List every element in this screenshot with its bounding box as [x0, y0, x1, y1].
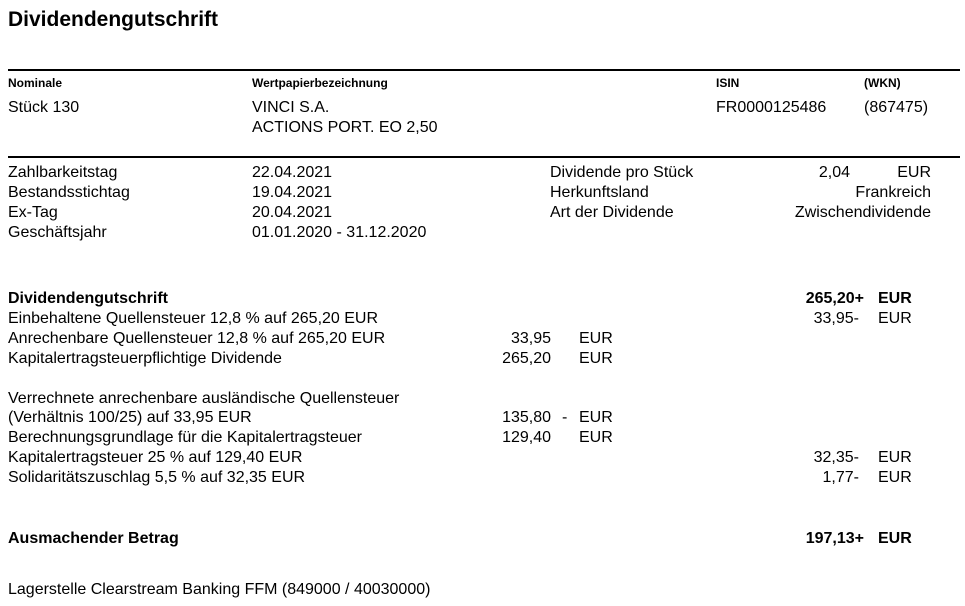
- soli-amount: 1,77-: [822, 469, 859, 486]
- ausmachend-currency: EUR: [878, 530, 912, 547]
- anrechenbar-label: Anrechenbare Quellensteuer 12,8 % auf 265,20 EUR: [8, 330, 386, 347]
- middle-rule: [8, 156, 960, 158]
- gutschrift-label: Dividendengutschrift: [8, 290, 169, 307]
- grundlage-currency: EUR: [579, 429, 613, 446]
- isin-label: ISIN: [716, 76, 740, 90]
- verrechnet-sign: -: [562, 409, 568, 426]
- kest-amount: 32,35-: [813, 449, 859, 466]
- einbehalten-currency: EUR: [878, 310, 912, 327]
- date-label-zahlbarkeitstag: Zahlbarkeitstag: [8, 164, 118, 181]
- einbehalten-amount: 33,95-: [813, 310, 859, 327]
- dividende-pro-stueck-currency: EUR: [897, 164, 931, 181]
- verrechnet-label-line1: Verrechnete anrechenbare ausländische Quellensteuer: [8, 390, 400, 407]
- top-rule: [8, 69, 960, 71]
- date-label-geschaeftsjahr: Geschäftsjahr: [8, 224, 107, 241]
- soli-currency: EUR: [878, 469, 912, 486]
- kest-pflichtig-label: Kapitalertragsteuerpflichtige Dividende: [8, 350, 282, 367]
- herkunftsland-label: Herkunftsland: [550, 184, 649, 201]
- kest-pflichtig-amount: 265,20: [502, 350, 551, 367]
- anrechenbar-currency: EUR: [579, 330, 613, 347]
- kest-pflichtig-currency: EUR: [579, 350, 613, 367]
- page-title: Dividendengutschrift: [8, 8, 219, 31]
- verrechnet-amount: 135,80: [502, 409, 551, 426]
- nominale-label: Nominale: [8, 76, 63, 90]
- nominale-value: Stück 130: [8, 99, 80, 116]
- grundlage-label: Berechnungsgrundlage für die Kapitalertragsteuer: [8, 429, 363, 446]
- dividende-pro-stueck-value: 2,04: [818, 164, 850, 181]
- date-value-bestandsstichtag: 19.04.2021: [252, 184, 333, 201]
- wertpapier-line2: ACTIONS PORT. EO 2,50: [252, 119, 438, 136]
- wkn-label: (WKN): [864, 76, 901, 90]
- verrechnet-currency: EUR: [579, 409, 613, 426]
- ausmachend-amount: 197,13+: [805, 530, 864, 547]
- date-value-zahlbarkeitstag: 22.04.2021: [252, 164, 333, 181]
- art-der-dividende-value: Zwischendividende: [794, 204, 931, 221]
- ausmachend-label: Ausmachender Betrag: [8, 530, 179, 547]
- date-label-ex-tag: Ex-Tag: [8, 204, 58, 221]
- gutschrift-currency: EUR: [878, 290, 912, 307]
- wkn-value: (867475): [864, 99, 929, 116]
- wertpapier-label: Wertpapierbezeichnung: [252, 76, 388, 90]
- herkunftsland-value: Frankreich: [855, 184, 931, 201]
- kest-label: Kapitalertragsteuer 25 % auf 129,40 EUR: [8, 449, 303, 466]
- date-value-geschaeftsjahr: 01.01.2020 - 31.12.2020: [252, 224, 427, 241]
- kest-currency: EUR: [878, 449, 912, 466]
- dividende-pro-stueck-label: Dividende pro Stück: [550, 164, 694, 181]
- date-label-bestandsstichtag: Bestandsstichtag: [8, 184, 130, 201]
- anrechenbar-amount: 33,95: [510, 330, 551, 347]
- wertpapier-line1: VINCI S.A.: [252, 99, 330, 116]
- art-der-dividende-label: Art der Dividende: [550, 204, 674, 221]
- gutschrift-amount: 265,20+: [805, 290, 864, 307]
- verrechnet-label-line2: (Verhältnis 100/25) auf 33,95 EUR: [8, 409, 252, 426]
- lagerstelle: Lagerstelle Clearstream Banking FFM (849000 / 40030000): [8, 581, 431, 598]
- isin-value: FR0000125486: [716, 99, 827, 116]
- soli-label: Solidaritätszuschlag 5,5 % auf 32,35 EUR: [8, 469, 306, 486]
- grundlage-amount: 129,40: [502, 429, 551, 446]
- date-value-ex-tag: 20.04.2021: [252, 204, 333, 221]
- einbehalten-label: Einbehaltene Quellensteuer 12,8 % auf 265,20 EUR: [8, 310, 379, 327]
